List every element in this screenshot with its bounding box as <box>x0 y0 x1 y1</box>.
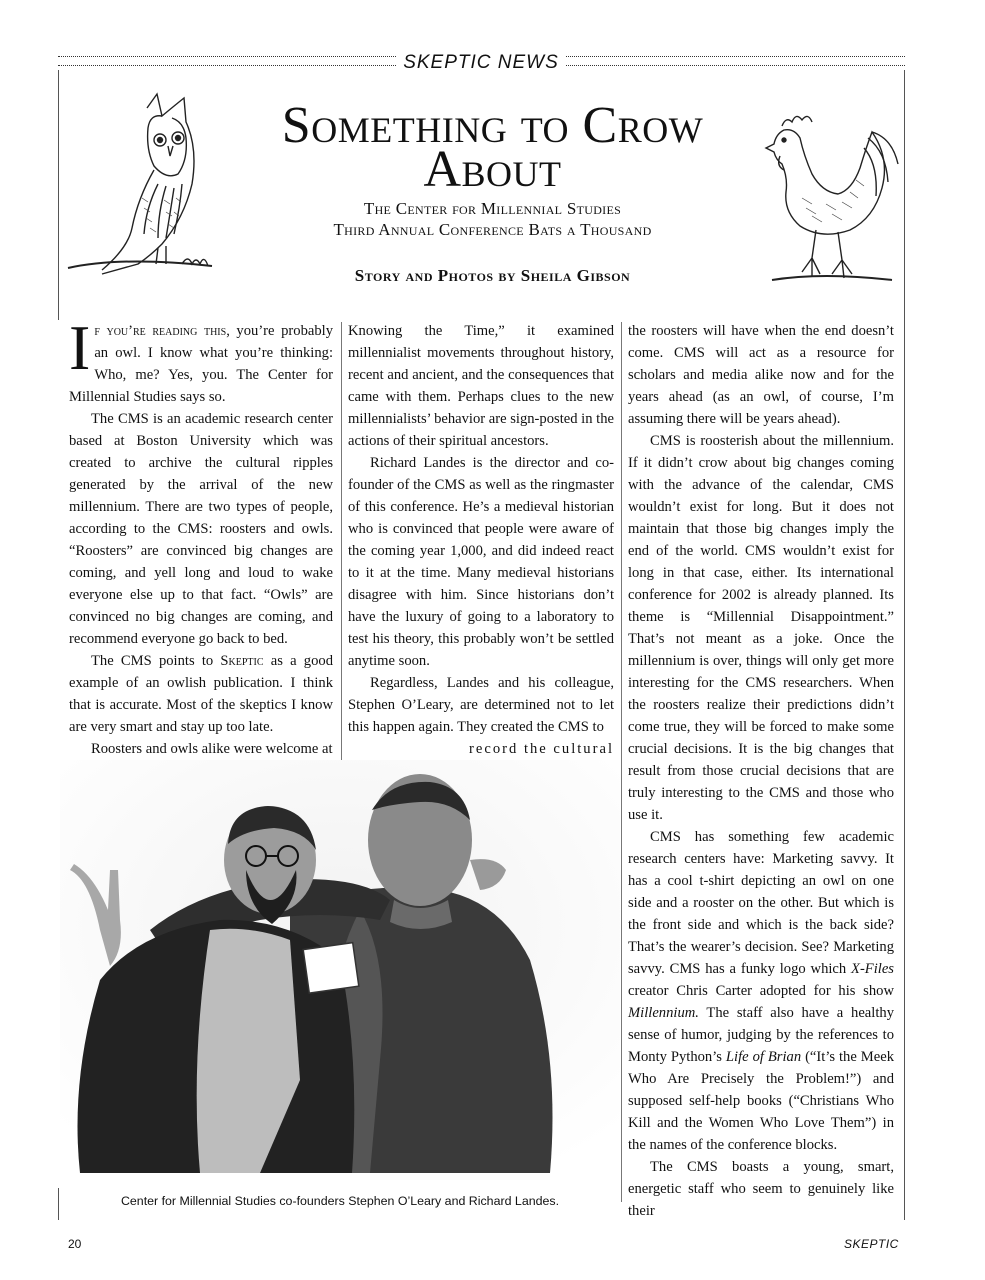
col3-p3-d: (“It’s the Meek Who Are Precisely the Problem!”) and supposed self-help books (“Christians Who Kill and the Women Who Love Them”) in the names of the conference blocks. <box>628 1049 895 1153</box>
column-rule-1 <box>341 322 342 768</box>
rooster-illustration <box>742 108 902 286</box>
col1-p1-text: , you’re probably an owl. I know what you’re thinking: Who, me? Yes, you. The Center for Millennial Studies says so. <box>69 323 333 405</box>
column-3 <box>628 320 894 1222</box>
col3-p3-a: CMS has something few academic research centers have: Marketing savvy. It has a cool t-shirt depicting an owl on one side and a rooster on the other. But which is the front side and which is the back side? That’s the wearer’s decision. See? Marketing savvy. CMS has a funky logo which <box>628 829 894 977</box>
column-2 <box>348 320 614 738</box>
col1-paragraph-3 <box>69 650 333 738</box>
col1-paragraph-2: The CMS is an academic research center based at Boston University which was created to archive the cultural ripples generated by the arrival of the new millennium. There are two types of people, according to the CMS: roosters and owls. “Roosters” are convinced big changes are coming, and yell long and loud to wake everyone else up to that fact. “Owls” are convinced no big changes are coming, and recommend everyone go back to bed. <box>69 411 333 647</box>
col3-paragraph-3 <box>628 826 894 1156</box>
lead-in: f you’re reading this <box>94 323 227 339</box>
owl-illustration <box>62 88 240 284</box>
col3-p3-b: creator Chris Carter adopted for his show <box>628 983 894 999</box>
article-subtitle <box>230 198 755 240</box>
col1-paragraph-1 <box>69 312 333 408</box>
millennium-title: Millennium. <box>628 1005 699 1021</box>
col2-paragraph-3: Regardless, Landes and his colleague, Stephen O’Leary, are determined not to let this happen again. They created the CMS to <box>348 675 614 735</box>
col2-paragraph-2: Richard Landes is the director and co-founder of the CMS as well as the ringmaster of this conference. He’s a medieval historian who is convinced that people were aware of the coming year 1,000, and did indeed react to it at the time. Many medieval historians disagree with him. Since historians don’t have the luxury of going to a laboratory to test his theory, this probably won’t be settled anytime soon. <box>348 455 614 669</box>
col3-paragraph-2: CMS is roosterish about the millennium. If it didn’t crow about big changes coming with the advance of the calendar, CMS wouldn’t exist for long. But it does not maintain that those big changes imply the end of the world. CMS wouldn’t exist for long in that case, either. Its international conference for 2002 is already planned. Its theme is “Millennial Disappointment.” That’s not meant as a joke. Once the millennium is over, things will only get more interesting for the CMS researchers. When the roosters realize their predictions didn’t come true, they will be forced to make some crucial decisions. It is the big changes that result from those crucial decisions that are truly interesting to the CMS and those who use it. <box>628 433 894 823</box>
title-line-2: About <box>423 141 562 198</box>
photo-caption: Center for Millennial Studies co-founders Stephen O’Leary and Richard Landes. <box>120 1194 560 1208</box>
frame-right-rule <box>904 70 905 1220</box>
col1-paragraph-4-start: Roosters and owls alike were welcome at <box>91 741 333 757</box>
col1-p3-a: The CMS points to <box>91 653 221 669</box>
cofounders-photo <box>60 760 620 1173</box>
col2-paragraph-1: Knowing the Time,” it examined millennialist movements throughout history, recent and ancient, and the consequences that came with them. Perhaps clues to the new millennialists’ behavior are sign-posted in the actions of their spiritual ancestors. <box>348 323 615 449</box>
col3-paragraph-4: The CMS boasts a young, smart, energetic staff who seem to genuinely like their <box>628 1159 894 1219</box>
column-1 <box>69 312 333 760</box>
frame-left-rule <box>58 70 59 320</box>
life-of-brian-title: Life of Brian <box>725 1049 802 1065</box>
skeptic-smallcaps: Skeptic <box>220 653 264 669</box>
article-title <box>230 97 755 198</box>
subtitle-line-1: The Center for Millennial Studies <box>363 199 622 218</box>
drop-cap: I <box>69 312 91 383</box>
title-line-1: Something to Crow <box>281 97 704 154</box>
col3-p3-c: The staff also have a healthy sense of humor, judging by the references to Monty Python’s <box>628 1005 894 1065</box>
page-number: 20 <box>68 1237 82 1251</box>
col1-p3-b: as a good example of an owlish publication. I think that is accurate. Most of the skeptics I know are very smart and stay up too late. <box>69 653 333 735</box>
col3-paragraph-1: the roosters will have when the end doesn’t come. CMS will act as a resource for scholars and media alike now and for the years ahead (as an owl, of course, I’m assuming there will be years ahead). <box>628 323 894 427</box>
byline: Story and Photos by Sheila Gibson <box>354 266 631 285</box>
magazine-name: SKEPTIC <box>844 1237 899 1251</box>
section-label: SKEPTIC NEWS <box>403 52 559 73</box>
col2-wrap-line: record the cultural <box>469 741 614 757</box>
x-files-title: X-Files <box>851 961 894 977</box>
column-rule-2 <box>621 322 622 1202</box>
frame-left-rule-lower <box>58 1188 59 1220</box>
subtitle-line-2: Third Annual Conference Bats a Thousand <box>333 220 652 239</box>
